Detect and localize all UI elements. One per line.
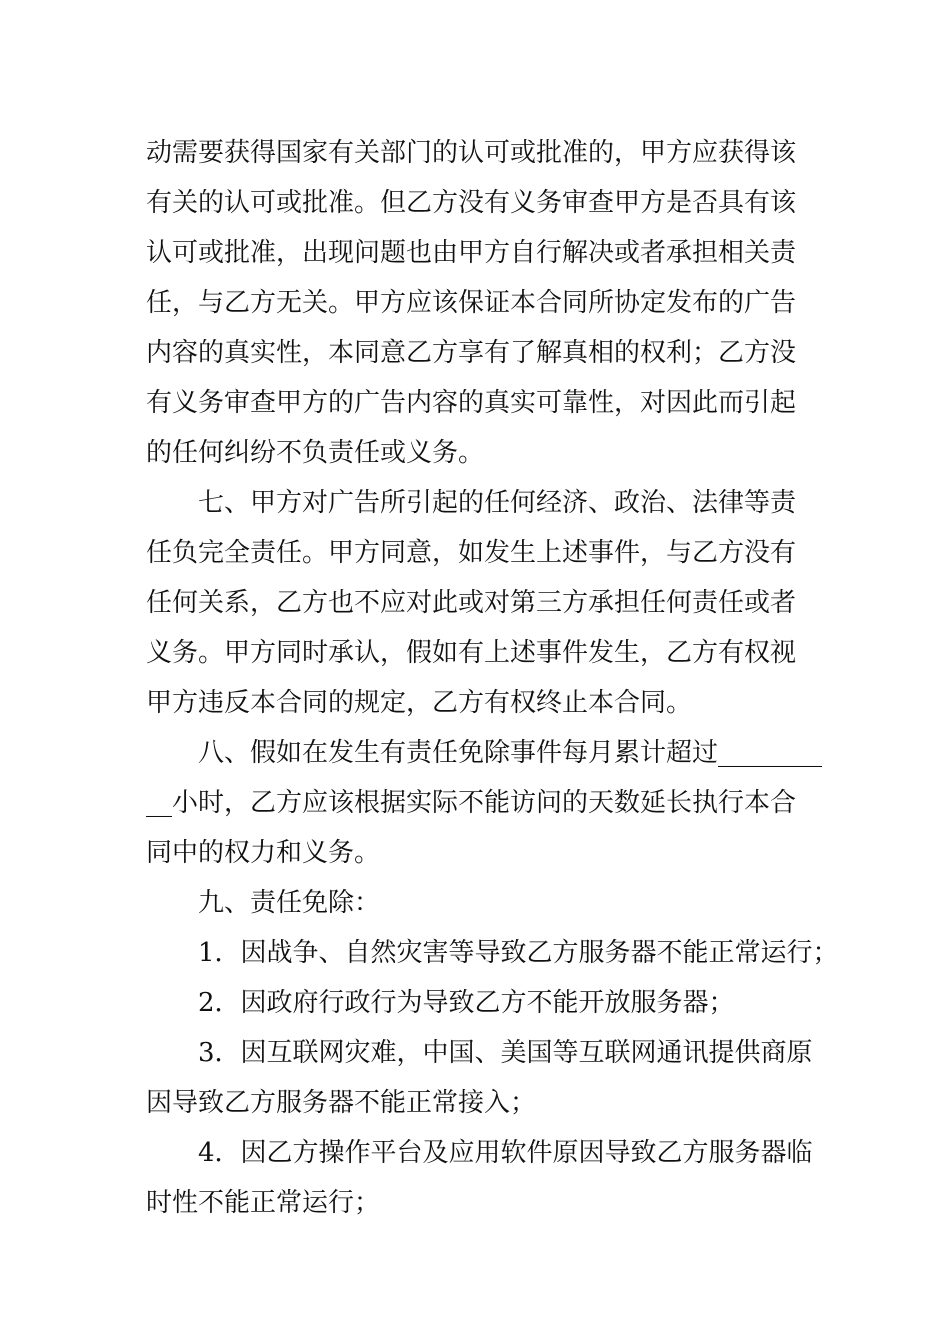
text-line-20: 因导致乙方服务器不能正常接入； xyxy=(146,1088,537,1118)
text-line-8: 七、甲方对广告所引起的任何经济、政治、法律等责 xyxy=(198,488,797,518)
document-body xyxy=(146,128,839,1228)
text-line-5: 内容的真实性，本同意乙方享有了解真相的权利；乙方没 xyxy=(146,338,797,368)
text-line-13: 八、假如在发生有责任免除事件每月累计超过________ xyxy=(198,738,823,768)
text-line-10: 任何关系，乙方也不应对此或对第三方承担任何责任或者 xyxy=(146,588,797,618)
text-line-22: 时性不能正常运行； xyxy=(146,1188,381,1218)
text-line-11: 义务。甲方同时承认，假如有上述事件发生，乙方有权视 xyxy=(146,638,797,668)
text-line-19: 3．因互联网灾难，中国、美国等互联网通讯提供商原 xyxy=(198,1038,813,1068)
text-line-12: 甲方违反本合同的规定，乙方有权终止本合同。 xyxy=(146,688,693,718)
text-line-6: 有义务审查甲方的广告内容的真实可靠性，对因此而引起 xyxy=(146,388,797,418)
text-line-14: __小时，乙方应该根据实际不能访问的天数延长执行本合 xyxy=(146,788,797,818)
text-line-21: 4．因乙方操作平台及应用软件原因导致乙方服务器临 xyxy=(198,1138,813,1168)
text-line-4: 任，与乙方无关。甲方应该保证本合同所协定发布的广告 xyxy=(146,288,797,318)
text-line-2: 有关的认可或批准。但乙方没有义务审查甲方是否具有该 xyxy=(146,188,797,218)
text-line-15: 同中的权力和义务。 xyxy=(146,838,381,868)
text-line-18: 2．因政府行政行为导致乙方不能开放服务器； xyxy=(198,988,735,1018)
text-line-1: 动需要获得国家有关部门的认可或批准的，甲方应获得该 xyxy=(146,138,797,168)
text-line-3: 认可或批准，出现问题也由甲方自行解决或者承担相关责 xyxy=(146,238,797,268)
text-line-7: 的任何纠纷不负责任或义务。 xyxy=(146,438,485,468)
text-line-16: 九、责任免除： xyxy=(198,888,381,918)
text-line-17: 1．因战争、自然灾害等导致乙方服务器不能正常运行； xyxy=(198,938,839,968)
text-line-9: 任负完全责任。甲方同意，如发生上述事件，与乙方没有 xyxy=(146,538,797,568)
